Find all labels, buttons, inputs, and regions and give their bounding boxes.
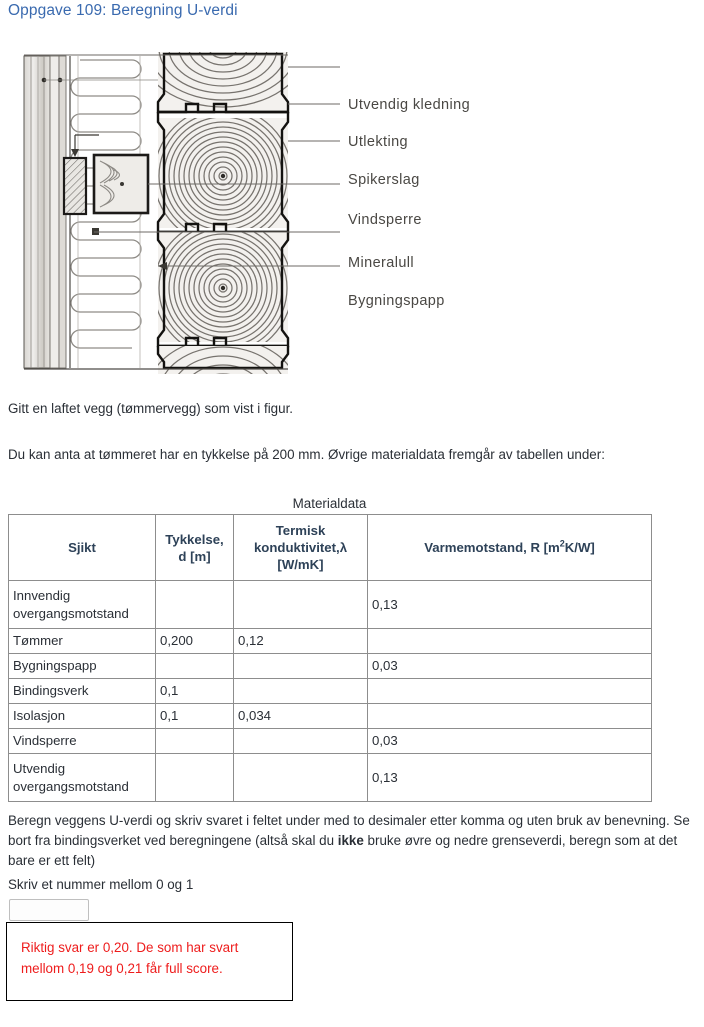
th-konduktivitet-line1: Termisk [275, 523, 326, 538]
cell-varmemotstand [368, 679, 652, 704]
cell-konduktivitet [234, 654, 368, 679]
table-row [9, 679, 652, 704]
page-title: Oppgave 109: Beregning U-verdi [8, 2, 238, 19]
figure-label-utvendig-kledning: Utvendig kledning [348, 97, 471, 113]
cell-tykkelse: 0,200 [156, 629, 234, 654]
cell-tykkelse: 0,1 [156, 704, 234, 729]
cell-sjikt: Bindingsverk [9, 679, 156, 704]
wall-section-figure [18, 42, 498, 374]
th-konduktivitet-line2: konduktivitet,λ [253, 540, 348, 555]
cell-tykkelse [156, 654, 234, 679]
cladding-layer [24, 56, 50, 368]
th-tykkelse-line1: Tykkelse, [165, 531, 224, 547]
th-sjikt [9, 515, 156, 581]
th-varmemotstand-pre: Varmemotstand, R [m [424, 540, 560, 555]
feedback-box [6, 922, 293, 1001]
figure-label-spikerslag: Spikerslag [348, 172, 420, 188]
cell-varmemotstand: 0,03 [368, 729, 652, 754]
task-instruction [8, 811, 694, 871]
table-row [9, 729, 652, 754]
th-konduktivitet [234, 515, 368, 581]
figure-label-vindsperre: Vindsperre [348, 212, 422, 228]
cell-konduktivitet [234, 679, 368, 704]
task-instruction-part2: bruke øvre og nedre grenseverdi, beregn som at det bare er ett felt) [8, 833, 678, 868]
log-timber-layer [139, 42, 307, 374]
cell-varmemotstand [368, 629, 652, 654]
table-caption: Materialdata [292, 496, 367, 511]
cell-varmemotstand: 0,03 [368, 654, 652, 679]
th-konduktivitet-line3: [W/mK] [277, 557, 324, 572]
intro-text: Gitt en laftet vegg (tømmervegg) som vist i figur. [8, 401, 294, 416]
cell-konduktivitet [234, 581, 368, 629]
cell-tykkelse [156, 581, 234, 629]
cell-konduktivitet: 0,12 [234, 629, 368, 654]
cell-konduktivitet: 0,034 [234, 704, 368, 729]
cell-konduktivitet [234, 754, 368, 802]
cell-varmemotstand: 0,13 [368, 754, 652, 802]
th-varmemotstand [368, 515, 652, 581]
table-header-row [9, 515, 652, 581]
figure-label-utlekting: Utlekting [348, 134, 409, 150]
th-tykkelse [156, 515, 234, 581]
th-tykkelse-line2: d [m] [178, 548, 211, 564]
cell-sjikt: Innvendig overgangsmotstand [9, 581, 156, 629]
task-instruction-emphasis: ikke [337, 833, 364, 848]
assumption-text: Du kan anta at tømmeret har en tykkelse på 200 mm. Øvrige materialdata fremgår av tabellen under: [8, 447, 605, 462]
cell-sjikt: Tømmer [9, 629, 156, 654]
input-hint: Skriv et nummer mellom 0 og 1 [8, 877, 194, 892]
wall-section-drawing [18, 42, 498, 374]
cell-tykkelse: 0,1 [156, 679, 234, 704]
table-row [9, 581, 652, 629]
answer-input[interactable] [9, 899, 89, 921]
table-row [9, 754, 652, 802]
cell-sjikt: Isolasjon [9, 704, 156, 729]
table-header [9, 515, 652, 581]
feedback-line-1: Riktig svar er 0,20. De som har svart [21, 940, 239, 955]
cell-sjikt: Bygningspapp [9, 654, 156, 679]
cell-varmemotstand: 0,13 [368, 581, 652, 629]
cell-tykkelse [156, 729, 234, 754]
task-instruction-part1: Beregn veggens U-verdi og skriv svaret i feltet under med to desimaler etter komma og uten bruk av benevning. Se bort fra bindingsverket ved beregningene (altså skal du [8, 813, 690, 848]
cell-tykkelse [156, 754, 234, 802]
th-varmemotstand-post: K/W] [564, 540, 595, 555]
nailing-batten-detail [64, 135, 148, 214]
table-body [9, 581, 652, 802]
feedback-line-2: mellom 0,19 og 0,21 får full score. [21, 961, 223, 976]
cell-konduktivitet [234, 729, 368, 754]
cell-sjikt: Utvendig overgangsmotstand [9, 754, 156, 802]
materialdata-table [8, 514, 652, 802]
table-row [9, 654, 652, 679]
table-row [9, 704, 652, 729]
th-varmemotstand-sup: 2 [559, 538, 565, 549]
figure-label-bygningspapp: Bygningspapp [348, 293, 445, 309]
cell-sjikt: Vindsperre [9, 729, 156, 754]
figure-label-mineralull: Mineralull [348, 255, 415, 271]
cell-varmemotstand [368, 704, 652, 729]
table-row [9, 629, 652, 654]
th-sjikt-label: Sjikt [68, 540, 96, 555]
